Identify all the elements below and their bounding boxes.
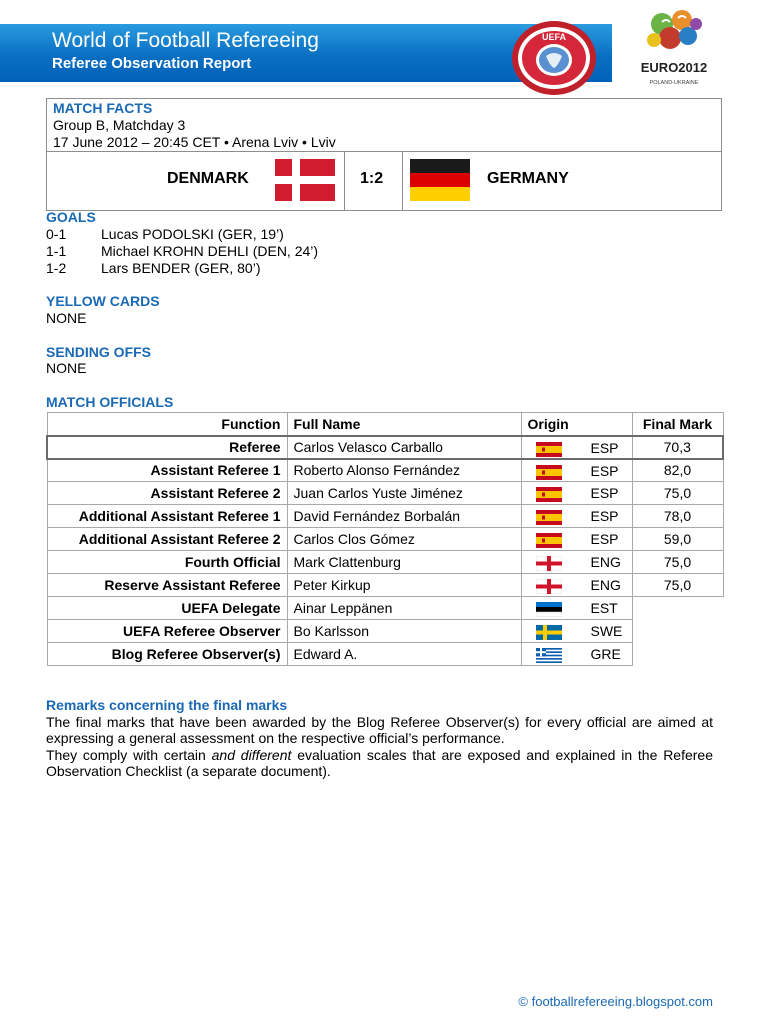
match-group: Group B, Matchday 3 (53, 117, 186, 133)
official-function: Additional Assistant Referee 1 (47, 505, 287, 528)
yellow-cards-value: NONE (46, 310, 87, 326)
match-officials-heading: MATCH OFFICIALS (46, 394, 174, 410)
table-row (47, 597, 723, 620)
official-origin (521, 436, 632, 459)
official-name: Bo Karlsson (287, 620, 521, 643)
goal-score: 1-1 (46, 243, 67, 259)
spain-flag-icon (536, 442, 562, 457)
svg-text:POLAND-UKRAINE: POLAND-UKRAINE (649, 80, 699, 86)
goal-scorer: Lucas PODOLSKI (GER, 19’) (101, 226, 284, 242)
england-flag-icon (536, 556, 562, 571)
country-code: ENG (590, 577, 621, 593)
greece-flag-icon (536, 648, 562, 663)
officials-table (46, 412, 724, 666)
official-function: Referee (47, 436, 287, 459)
footer-copyright-link[interactable]: © footballrefereeing.blogspot.com (518, 994, 713, 1009)
official-name: Mark Clattenburg (287, 551, 521, 574)
country-code: GRE (590, 646, 621, 662)
official-final-mark: 75,0 (632, 551, 723, 574)
germany-flag-icon (410, 159, 470, 201)
official-name: Carlos Clos Gómez (287, 528, 521, 551)
goal-score: 0-1 (46, 226, 67, 242)
score-row (47, 151, 721, 211)
official-origin (521, 528, 632, 551)
country-code: ESP (590, 531, 619, 547)
sending-offs-heading: SENDING OFFS (46, 344, 152, 360)
divider (402, 152, 403, 211)
official-function: Assistant Referee 1 (47, 459, 287, 482)
goals-heading: GOALS (46, 209, 96, 225)
remarks-paragraph-1: The final marks that have been awarded by the Blog Referee Observer(s) for every official are aimed at expressing a general assessment on the respective official’s performance. (46, 714, 713, 746)
official-name: David Fernández Borbalán (287, 505, 521, 528)
svg-text:EURO2012: EURO2012 (640, 60, 708, 75)
official-function: Assistant Referee 2 (47, 482, 287, 505)
official-origin (521, 505, 632, 528)
spain-flag-icon (536, 487, 562, 502)
official-function: UEFA Referee Observer (47, 620, 287, 643)
spain-flag-icon (536, 465, 562, 480)
official-origin (521, 643, 632, 666)
official-origin (521, 482, 632, 505)
official-final-mark: 82,0 (632, 459, 723, 482)
column-header-full-name: Full Name (287, 413, 521, 436)
match-facts-box (46, 98, 722, 211)
denmark-flag-icon (275, 159, 335, 201)
table-row (47, 528, 723, 551)
country-code: SWE (590, 623, 623, 639)
table-row (47, 620, 723, 643)
official-function: Additional Assistant Referee 2 (47, 528, 287, 551)
table-row (47, 459, 723, 482)
official-origin (521, 551, 632, 574)
table-row (47, 436, 723, 459)
official-origin (521, 574, 632, 597)
remarks-paragraph-2: They comply with certain and different evaluation scales that are exposed and explained in the Referee Observation Checklist (a separate document). (46, 747, 713, 779)
official-name: Edward A. (287, 643, 521, 666)
country-code: ESP (590, 485, 619, 501)
remarks-heading: Remarks concerning the final marks (46, 697, 288, 713)
home-team: DENMARK (167, 170, 249, 187)
official-origin (521, 620, 632, 643)
country-code: ENG (590, 554, 621, 570)
goal-scorer: Michael KROHN DEHLI (DEN, 24’) (101, 243, 319, 259)
official-final-mark: 59,0 (632, 528, 723, 551)
goal-scorer: Lars BENDER (GER, 80’) (101, 260, 261, 276)
spain-flag-icon (536, 510, 562, 525)
sweden-flag-icon (536, 625, 562, 640)
official-name: Carlos Velasco Carballo (287, 436, 521, 459)
table-header-row (47, 413, 723, 436)
column-header-final-mark: Final Mark (632, 413, 723, 436)
official-function: Blog Referee Observer(s) (47, 643, 287, 666)
svg-text:UEFA: UEFA (541, 32, 567, 42)
away-team: GERMANY (487, 170, 569, 187)
column-header-origin: Origin (521, 413, 632, 436)
match-date-venue: 17 June 2012 – 20:45 CET • Arena Lviv • Lviv (53, 134, 336, 150)
column-header-function: Function (47, 413, 287, 436)
official-name: Peter Kirkup (287, 574, 521, 597)
match-score: 1:2 (360, 170, 384, 187)
divider (344, 152, 345, 211)
spain-flag-icon (536, 533, 562, 548)
estonia-flag-icon (536, 602, 562, 617)
site-title: World of Football Refereeing (52, 29, 319, 52)
table-row (47, 482, 723, 505)
official-origin (521, 597, 632, 620)
country-code: ESP (590, 439, 619, 456)
emphasis-text: and different (211, 747, 292, 763)
official-name: Ainar Leppänen (287, 597, 521, 620)
official-final-mark: 70,3 (632, 436, 723, 459)
country-code: ESP (590, 508, 619, 524)
table-row (47, 574, 723, 597)
country-code: EST (590, 600, 618, 616)
england-flag-icon (536, 579, 562, 594)
euro-2012-logo (626, 2, 722, 94)
report-subtitle: Referee Observation Report (52, 55, 252, 72)
match-facts-heading: MATCH FACTS (53, 100, 153, 116)
country-code: ESP (590, 462, 619, 479)
official-final-mark: 75,0 (632, 574, 723, 597)
official-function: Fourth Official (47, 551, 287, 574)
sending-offs-value: NONE (46, 360, 87, 376)
official-name: Juan Carlos Yuste Jiménez (287, 482, 521, 505)
official-final-mark: 75,0 (632, 482, 723, 505)
table-row (47, 505, 723, 528)
official-origin (521, 459, 632, 482)
goal-score: 1-2 (46, 260, 67, 276)
table-row (47, 551, 723, 574)
official-function: Reserve Assistant Referee (47, 574, 287, 597)
official-name: Roberto Alonso Fernández (287, 459, 521, 482)
table-row (47, 643, 723, 666)
uefa-logo (508, 16, 600, 96)
official-final-mark: 78,0 (632, 505, 723, 528)
official-function: UEFA Delegate (47, 597, 287, 620)
yellow-cards-heading: YELLOW CARDS (46, 293, 160, 309)
